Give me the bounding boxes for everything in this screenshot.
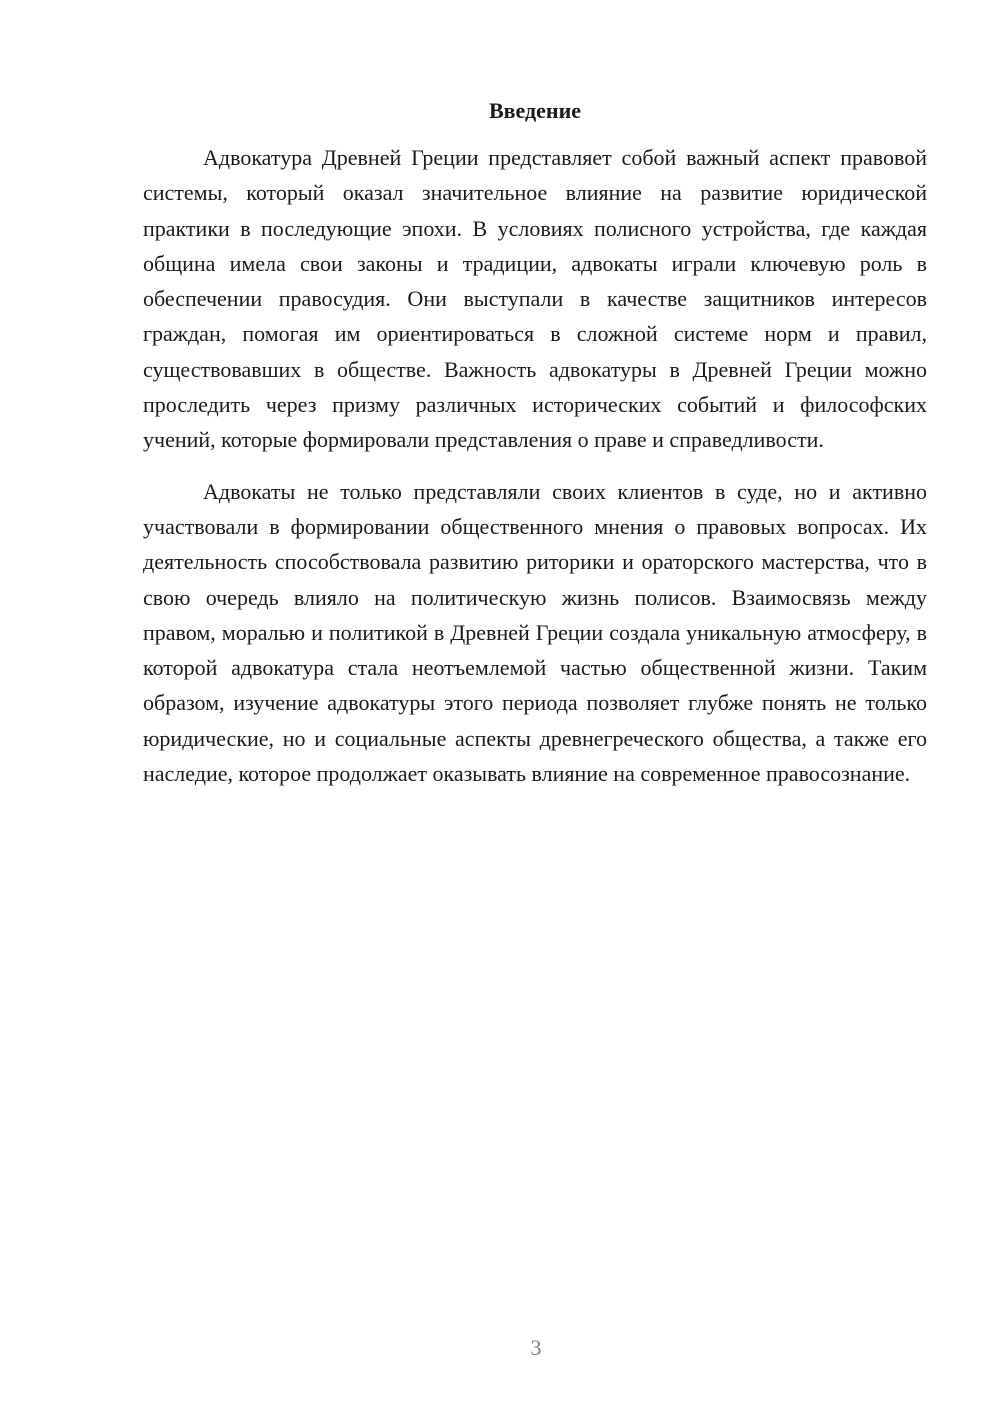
paragraph-1: Адвокатура Древней Греции представляет собой важный аспект правовой системы, который оказал значительное влияние на развитие юридической практики в последующие эпохи. В условиях полисного устройства, где каждая община имела свои законы и традиции, адвокаты играли ключевую роль в обеспечении правосудия. Они выступали в качестве защитников интересов граждан, помогая им ориентироваться в сложной системе норм и правил, существовавших в обществе. Важность адвокатуры в Древней Греции можно проследить через призму различных исторических событий и философских учений, которые формировали представления о праве и справедливости. (143, 145, 927, 453)
page-number: 3 (530, 1335, 542, 1360)
page-content (143, 96, 927, 791)
paragraph-2: Адвокаты не только представляли своих клиентов в суде, но и активно участвовали в формировании общественного мнения о правовых вопросах. Их деятельность способствовала развитию риторики и ораторского мастерства, что в свою очередь влияло на политическую жизнь полисов. Взаимосвязь между правом, моралью и политикой в Древней Греции создала уникальную атмосферу, в которой адвокатура стала неотъемлемой частью общественной жизни. Таким образом, изучение адвокатуры этого периода позволяет глубже понять не только юридические, но и социальные аспекты древнегреческого общества, а также его наследие, которое продолжает оказывать влияние на современное правосознание. (143, 478, 927, 787)
section-heading: Введение (488, 98, 582, 123)
